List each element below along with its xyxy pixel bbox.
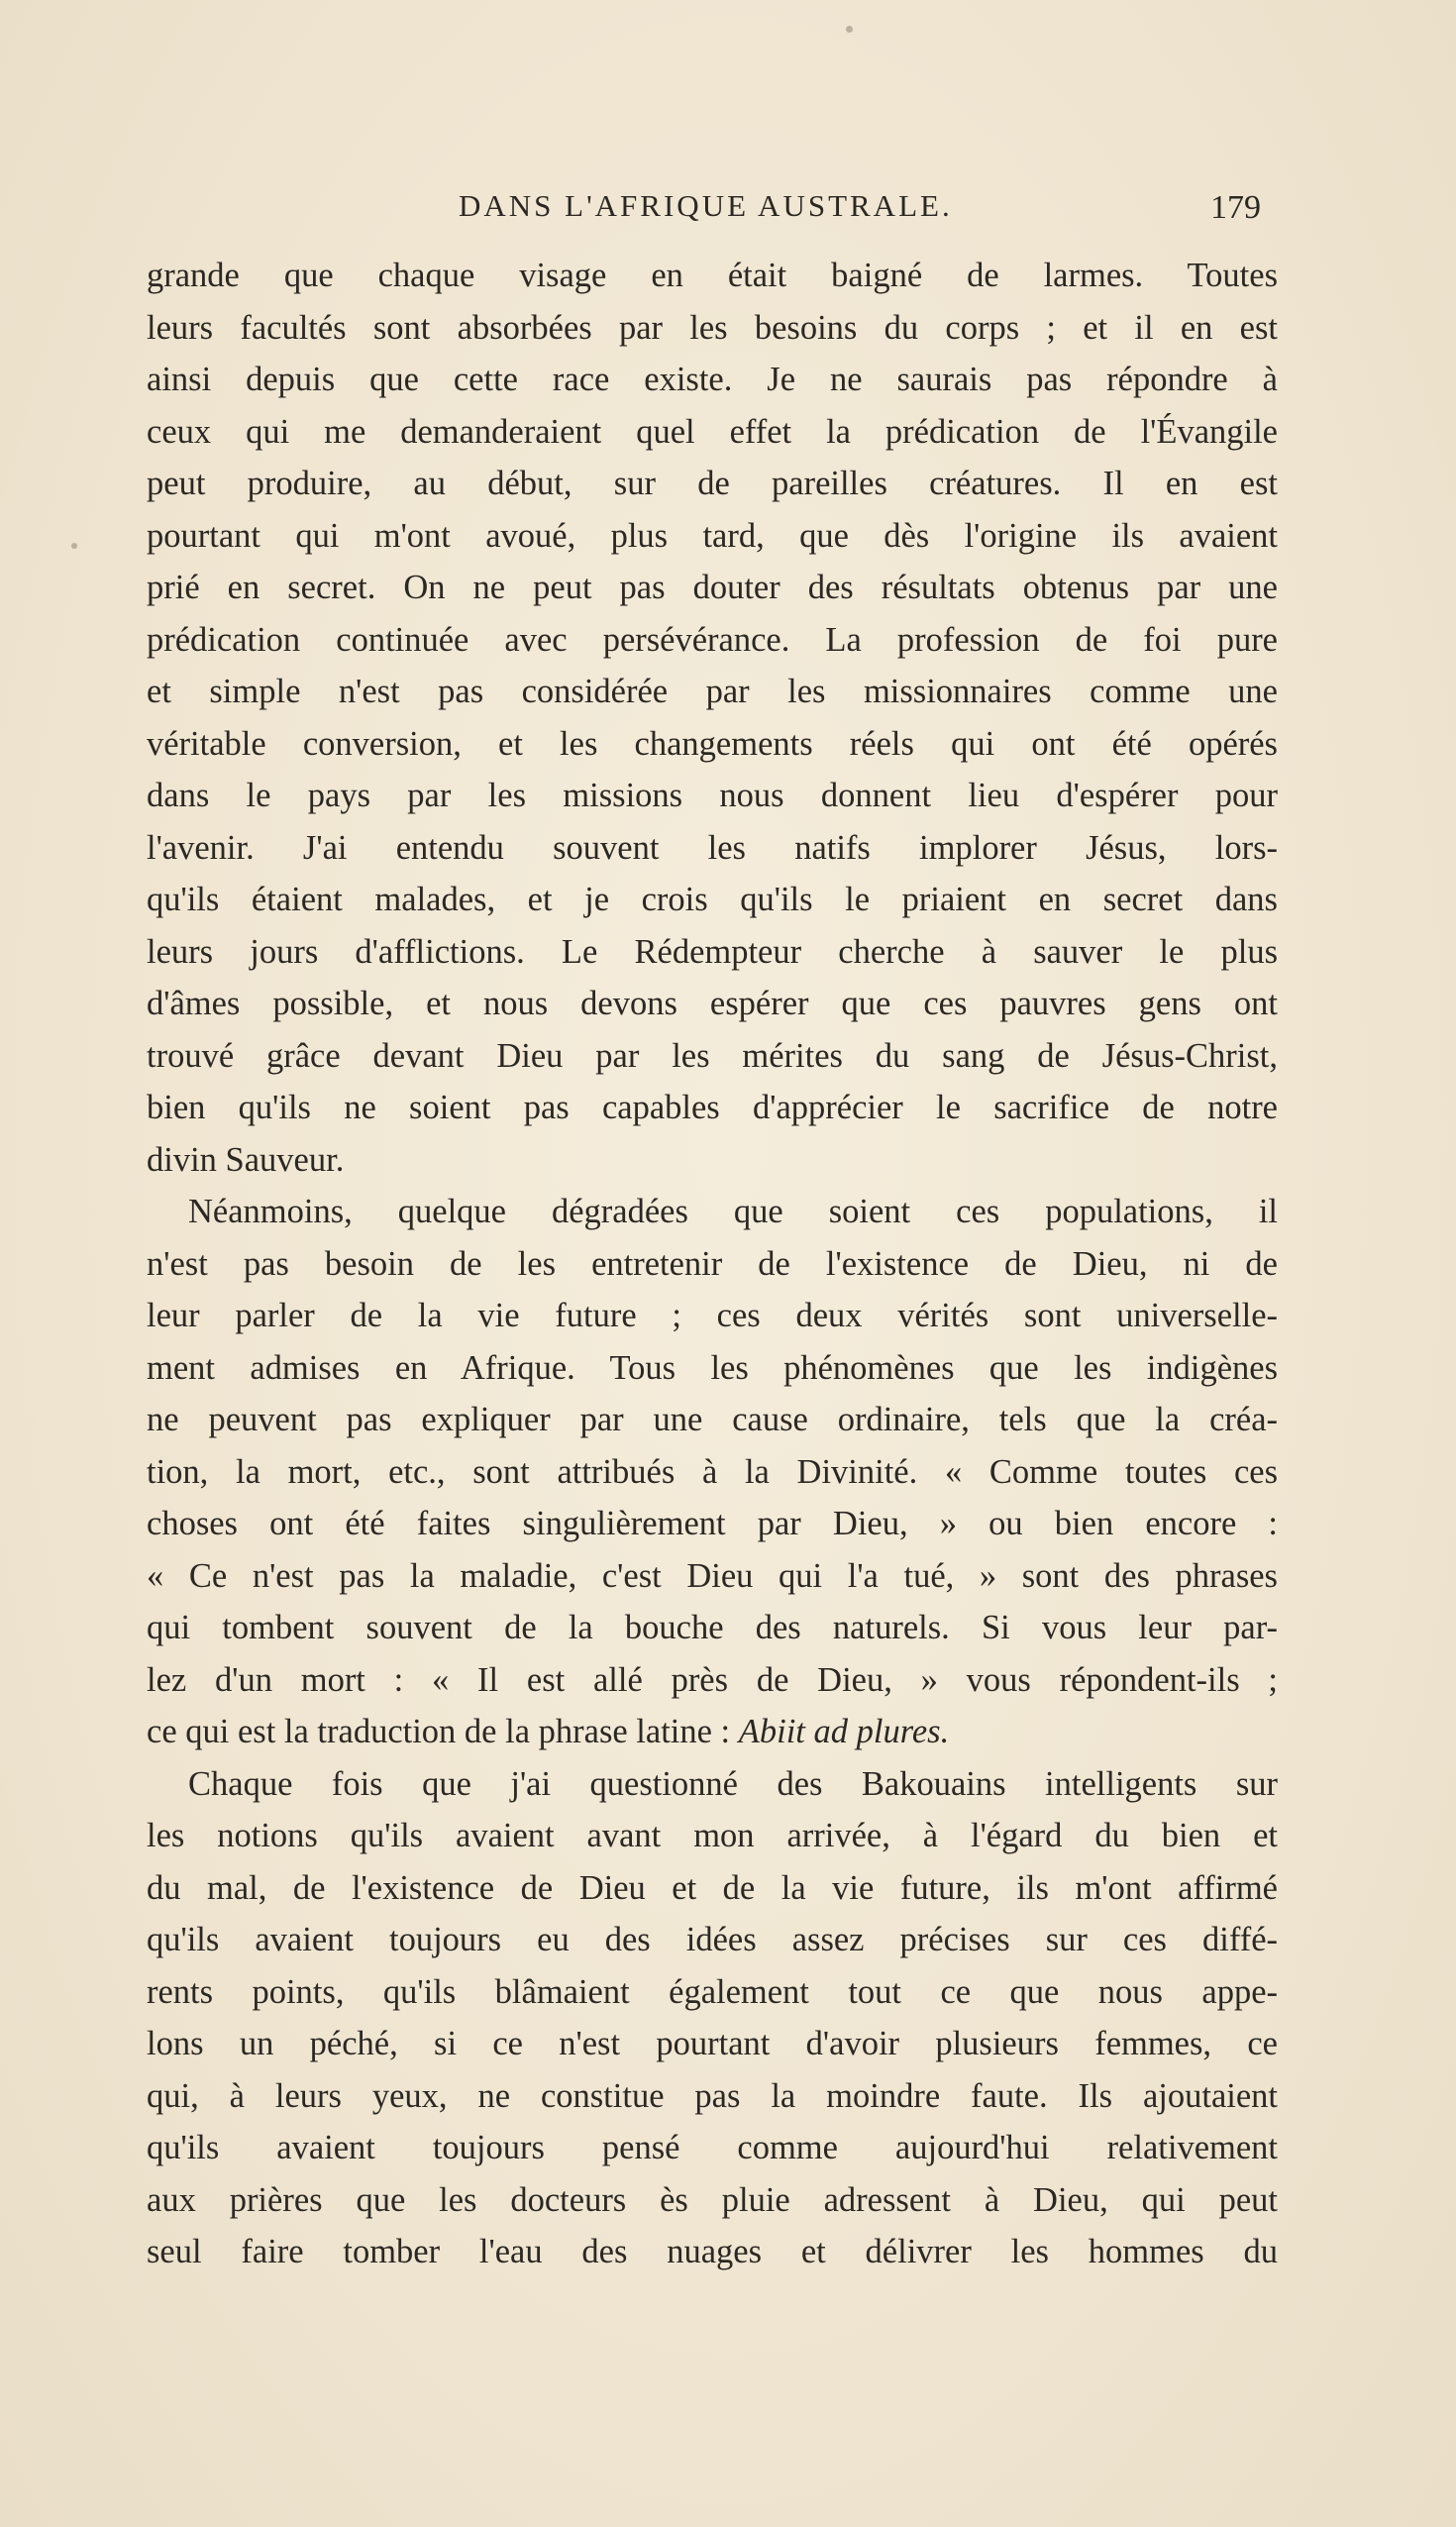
text-line: divin Sauveur. (147, 1140, 345, 1179)
text-line: qu'ils avaient toujours eu des idées assez précises sur ces diffé- (147, 1921, 1278, 1958)
paragraph-1 (147, 250, 1278, 1186)
text-line: choses ont été faites singulièrement par Dieu, » ou bien encore : (147, 1505, 1278, 1542)
text-line: rents points, qu'ils blâmaient également tout ce que nous appe- (147, 1972, 1278, 2011)
text-line: ceux qui me demanderaient quel effet la prédication de l'Évangile (147, 412, 1278, 451)
text-line: bien qu'ils ne soient pas capables d'apprécier le sacrifice de notre (147, 1089, 1278, 1126)
paper-speck (846, 26, 853, 33)
paragraph-3 (147, 1758, 1278, 2278)
text-line-roman: ce qui est la traduction de la phrase latine : (147, 1713, 739, 1750)
page-number: 179 (1210, 189, 1261, 226)
body-text (147, 250, 1278, 2278)
text-line: l'avenir. J'ai entendu souvent les natifs implorer Jésus, lors- (147, 828, 1278, 867)
text-line: seul faire tomber l'eau des nuages et délivrer les hommes du (147, 2233, 1278, 2270)
text-line: trouvé grâce devant Dieu par les mérites du sang de Jésus-Christ, (147, 1036, 1278, 1075)
paragraph-2 (147, 1186, 1278, 1758)
text-line: et simple n'est pas considérée par les missionnaires comme une (147, 673, 1278, 710)
text-line: leurs jours d'afflictions. Le Rédempteur cherche à sauver le plus (147, 932, 1278, 971)
paper-speck (71, 543, 77, 549)
text-line: prédication continuée avec persévérance. La profession de foi pure (147, 620, 1278, 659)
text-line: lons un péché, si ce n'est pourtant d'avoir plusieurs femmes, ce (147, 2025, 1278, 2062)
text-line: leurs facultés sont absorbées par les besoins du corps ; et il en est (147, 308, 1278, 347)
text-line: leur parler de la vie future ; ces deux vérités sont universelle- (147, 1297, 1278, 1334)
text-line: qu'ils étaient malades, et je crois qu'ils le priaient en secret dans (147, 881, 1278, 918)
text-line: peut produire, au début, sur de pareilles créatures. Il en est (147, 465, 1278, 502)
running-title: DANS L'AFRIQUE AUSTRALE. (459, 188, 953, 223)
text-line: aux prières que les docteurs ès pluie adressent à Dieu, qui peut (147, 2180, 1278, 2219)
text-line: prié en secret. On ne peut pas douter des résultats obtenus par une (147, 569, 1278, 606)
text-line: tion, la mort, etc., sont attribués à la Divinité. « Comme toutes ces (147, 1452, 1278, 1491)
text-line: Néanmoins, quelque dégradées que soient ces populations, il (188, 1193, 1278, 1230)
text-line: pourtant qui m'ont avoué, plus tard, que dès l'origine ils avaient (147, 516, 1278, 555)
text-line: du mal, de l'existence de Dieu et de la vie future, ils m'ont affirmé (147, 1868, 1278, 1907)
text-line (147, 1706, 1278, 1758)
text-line: n'est pas besoin de les entretenir de l'existence de Dieu, ni de (147, 1244, 1278, 1283)
text-line: véritable conversion, et les changements réels qui ont été opérés (147, 724, 1278, 763)
text-line: grande que chaque visage en était baigné de larmes. Toutes (147, 257, 1278, 294)
text-line: dans le pays par les missions nous donnent lieu d'espérer pour (147, 777, 1278, 814)
running-head (0, 184, 1456, 228)
text-line: qui, à leurs yeux, ne constitue pas la moindre faute. Ils ajoutaient (147, 2076, 1278, 2115)
text-line: ne peuvent pas expliquer par une cause ordinaire, tels que la créa- (147, 1401, 1278, 1438)
text-line: d'âmes possible, et nous devons espérer que ces pauvres gens ont (147, 985, 1278, 1022)
text-line: lez d'un mort : « Il est allé près de Dieu, » vous répondent-ils ; (147, 1660, 1278, 1699)
text-line: qu'ils avaient toujours pensé comme aujourd'hui relativement (147, 2129, 1278, 2166)
text-line: « Ce n'est pas la maladie, c'est Dieu qui l'a tué, » sont des phrases (147, 1556, 1278, 1595)
text-line: les notions qu'ils avaient avant mon arrivée, à l'égard du bien et (147, 1817, 1278, 1854)
text-line: ainsi depuis que cette race existe. Je ne saurais pas répondre à (147, 361, 1278, 398)
text-line: Chaque fois que j'ai questionné des Bakouains intelligents sur (188, 1764, 1278, 1803)
text-line: qui tombent souvent de la bouche des naturels. Si vous leur par- (147, 1609, 1278, 1646)
latin-phrase: Abiit ad plures. (738, 1713, 950, 1750)
text-line: ment admises en Afrique. Tous les phénomènes que les indigènes (147, 1348, 1278, 1387)
